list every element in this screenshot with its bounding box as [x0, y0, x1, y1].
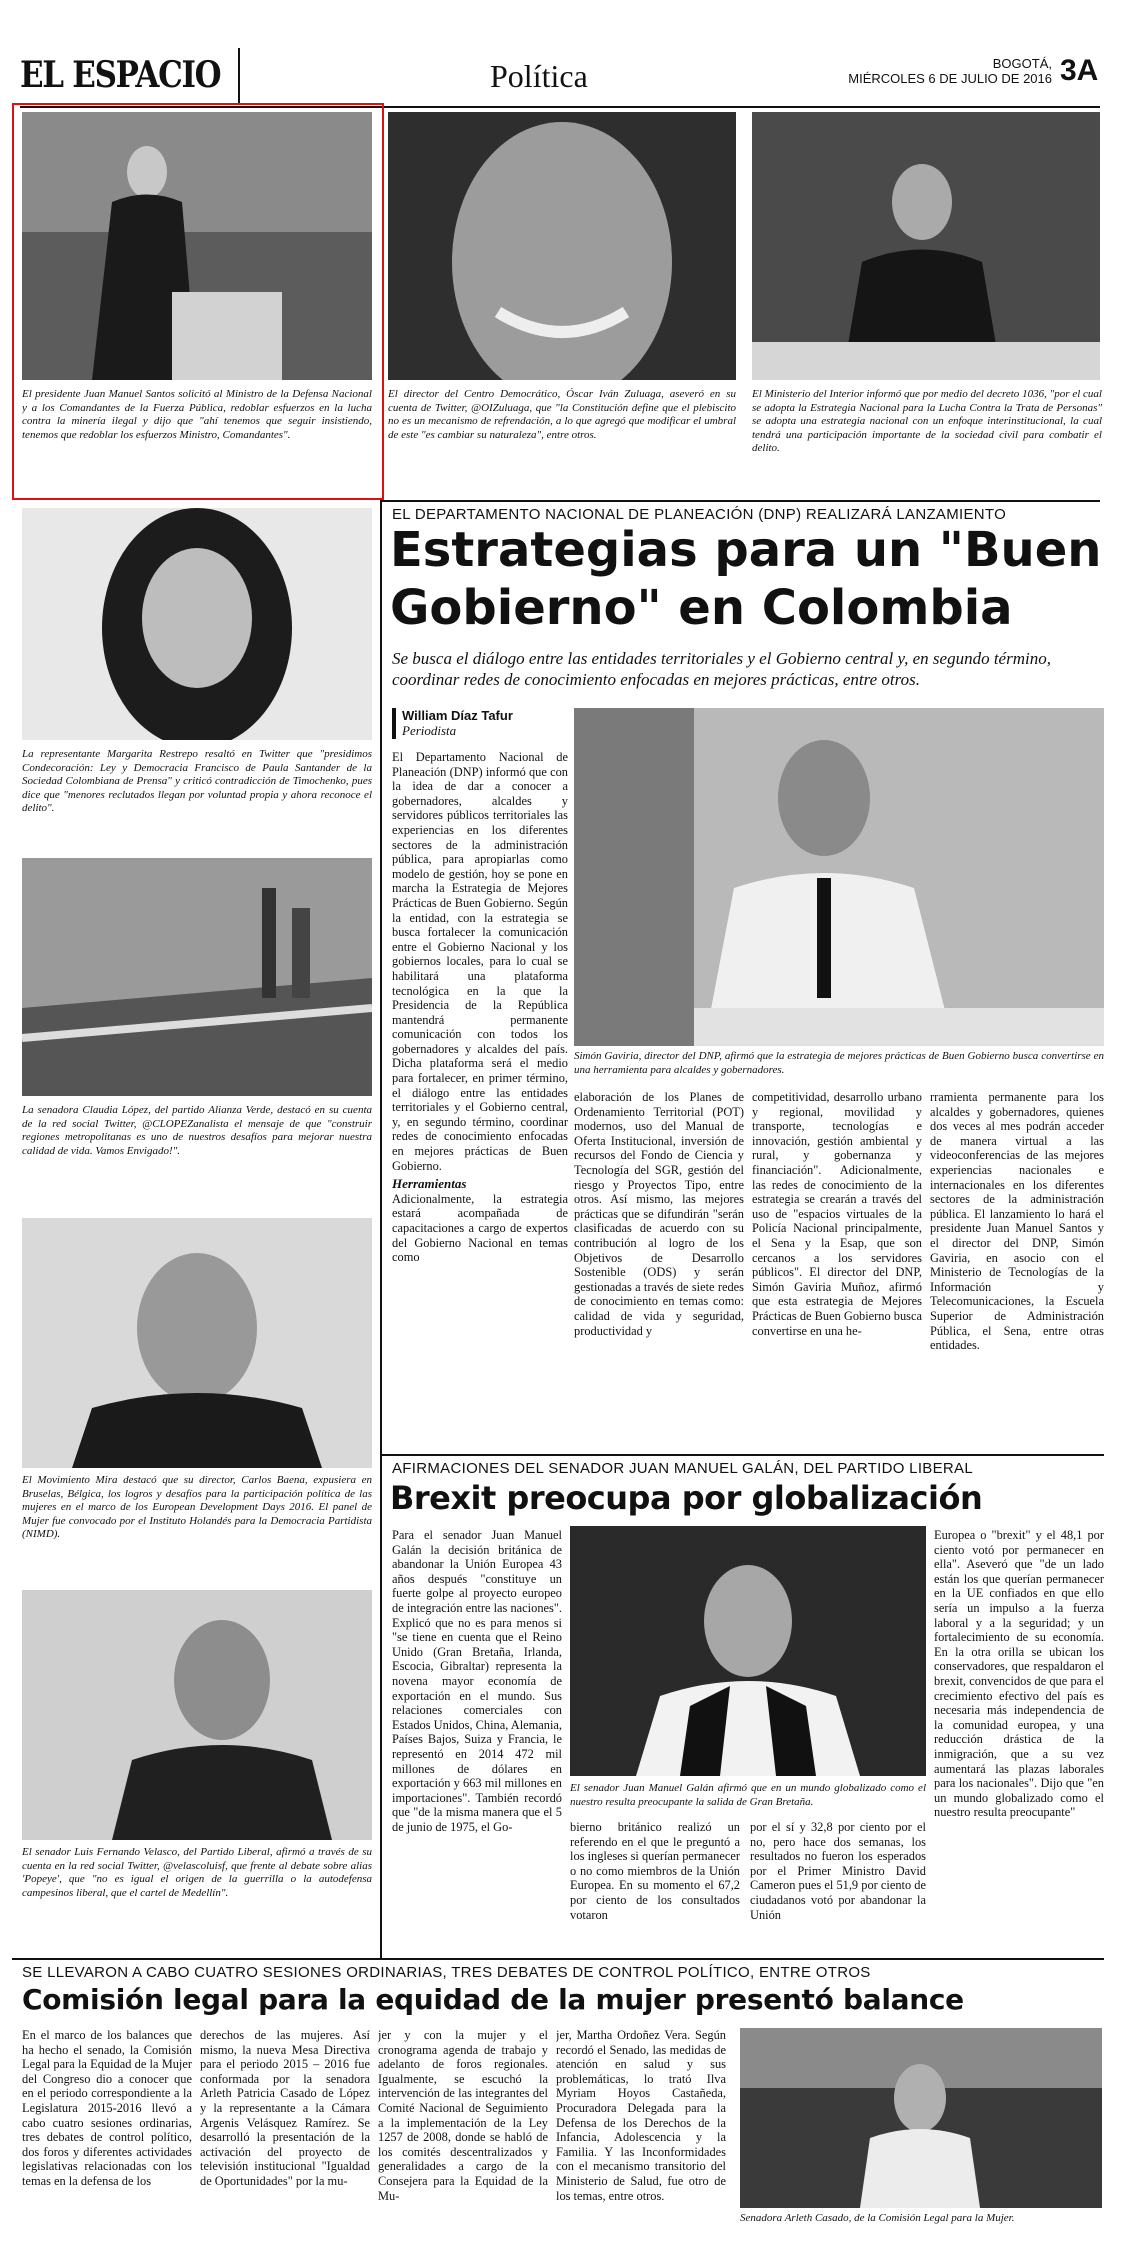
velasco-caption: El senador Luis Fernando Velasco, del Partido Liberal, afirmó a través de su cuenta en la red social Twitter, @velascoluisf, que frente al debate sobre alias 'Popeye', que "no es igual el origen de la guerrilla o la autodefensa campesinos liberal, que el cartel de Medellín". — [22, 1846, 372, 1899]
gaviria-photo — [574, 708, 1104, 1046]
article3-col3: jer y con la mujer y el cronograma agenda de trabajo y adelanto de foros regionales. Igualmente, se escuchó la intervención de las integrantes del Comité Nacional de Seguimiento a la implementación de la Ley 1257 de 2008, donde se habló de los comités descentralizados y generalidades a cargo de la Consejera para la Equidad de la Mu- — [378, 2028, 548, 2203]
page-number: 3A — [1060, 54, 1099, 87]
article1-col1-tail: Adicionalmente, la estrategia estará acompañada de capacitaciones a cargo de expertos del Gobierno Nacional en temas como — [392, 1191, 568, 1265]
byline-role: Periodista — [402, 723, 457, 738]
galan-photo — [570, 1526, 926, 1776]
article1-byline — [392, 708, 578, 739]
article1-deck: Se busca el diálogo entre las entidades territoriales y el Gobierno central y, en segundo término, coordinar redes de conocimiento enfocadas en mejores prácticas, entre otros. — [392, 649, 1051, 689]
zuluaga-photo — [388, 112, 736, 380]
santos-photo — [22, 112, 372, 380]
restrepo-photo-art — [22, 508, 372, 740]
city: BOGOTÁ, — [992, 56, 1052, 71]
article1-col4: rramienta permanente para los alcaldes y gobernadores, quienes dos veces al mes podrán acceder de manera virtual a las videoconferencias de las mejores experiencias nacionales e internacionales en los diferentes sectores de la administración pública. El lanzamiento lo hará el presidente Juan Manuel Santos y el director del DNP, Simón Gaviria, en asocio con el Ministerio de Tecnologías de la Información y Telecomunicaciones, la Escuela Superior de Administración Pública, el Sena, entre otras entidades. — [930, 1090, 1104, 1353]
article2-kicker: AFIRMACIONES DEL SENADOR JUAN MANUEL GALÁN, DEL PARTIDO LIBERAL — [392, 1460, 973, 1477]
santos-caption: El presidente Juan Manuel Santos solicitó al Ministro de la Defensa Nacional y a los Comandantes de la Fuerza Pública, redoblar esfuerzos en la lucha contra la minería ilegal y dijo que "ahí tenemos que seguir insistiendo, tenemos que redoblar los esfuerzos Ministro, Comandantes". — [22, 388, 372, 441]
restrepo-caption: La representante Margarita Restrepo resaltó en Twitter que "presidimos Condecoración: Ley y Democracia Francisco de Paula Santander de la Sociedad Colombiana de Prensa" y criticó contradicción de Timochenko, pues dice que "menores reclutados llegan por voluntad propia y ahora reconoce el delito". — [22, 748, 372, 814]
lopez-photo-art — [22, 858, 372, 1096]
article2-col4: Europea o "brexit" y el 48,1 por ciento votó por permanecer en ella". Aseveró que "de un lado están los que querían permanecer en la UE confiados en que ello sería un impulso a la fuerza laboral y a la seguridad; y un fortalecimiento de su economía. En la otra orilla se ubican los conservadores, que respaldaron el brexit, convencidos de que para el crecimiento efectivo del país es necesaria más independencia de la comunidad europea, y una reducción drástica de la inmigración, que a su vez aumentará las plazas laborales para los nacionales". Dijo que "en un mundo globalizado como el nuestro resulta preocupante" — [934, 1528, 1104, 1820]
article3-col1: En el marco de los balances que ha hecho el senado, la Comisión Legal para la Equidad de la Mujer del Congreso dio a conocer que en el periodo correspondiente a la Legislatura 2015-2016 llevó a cabo cuatro sesiones ordinarias, tres debates de control político, dos foros y diferentes actividades legislativas relacionadas con los temas en la defensa de los — [22, 2028, 192, 2188]
article1-col1-text: El Departamento Nacional de Planeación (DNP) informó que con la idea de dar a conocer a gobernadores, alcaldes y servidores públicos territoriales las experiencias en los diferentes sectores de la administración pública, para apropiarlas como modelo de gestión, hoy se pone en marcha la Estrategia de Mejores Prácticas de Buen Gobierno. Según la entidad, con la estrategia se busca fortalecer la comunicación entre el Gobierno Nacional y los gobiernos locales, para lo cual se habilitará una plataforma tecnológica en la que la Presidencia de la República mantendrá permanente comunicación con todos los gobernadores y alcaldes del país. Dicha plataforma será el medio para fortalecer, en primer término, el diálogo entre las entidades territoriales y el Gobierno central, y, en segundo término, coordinar redes de conocimiento enfocadas en mejores prácticas de Buen Gobierno. — [392, 750, 568, 1173]
masthead-divider — [238, 48, 240, 104]
section-title: Política — [490, 58, 588, 94]
gaviria-photo-art — [574, 708, 1104, 1046]
article1-headline-line1: Estrategias para un "Buen — [390, 522, 1102, 578]
article3-col2: derechos de las mujeres. Así mismo, la nueva Mesa Directiva para el periodo 2015 – 2016 fue conformada por la senadora Arleth Patricia Casado de López y la representante a la Cámara Argenis Velásquez Ramírez. Se desarrolló la presentación de la activación del proyecto de televisión institucional "Igualdad de Oportunidades" por la mu- — [200, 2028, 370, 2188]
ministerio-photo — [752, 112, 1100, 380]
article1-col3: competitividad, desarrollo urbano y regional, movilidad y transporte, tecnologías e innovación, gestión ambiental y rural, y gobernanza y financiación". Adicionalmente, las redes de conocimiento de la estrategia se crearán a través del uso de "espacios virtuales de la Policía Nacional principalmente, el Sena y la Esap, que son cercanos a los servidores públicos". El director del DNP, Simón Gaviria Muñoz, afirmó que esta estrategia de Mejores Prácticas de Buen Gobierno busca convertirse en una he- — [752, 1090, 922, 1338]
masthead — [20, 48, 1120, 108]
article1-col1 — [392, 750, 568, 1450]
santos-photo-art — [22, 112, 372, 380]
mira-photo — [22, 1218, 372, 1468]
velasco-photo-art — [22, 1590, 372, 1840]
article1-headline-line2: Gobierno" en Colombia — [390, 580, 1013, 636]
article2-bottom-rule — [12, 1958, 1104, 1960]
top-row-divider — [380, 500, 1100, 502]
lopez-caption: La senadora Claudia López, del partido Alianza Verde, destacó en su cuenta de la red social Twitter, @CLOPEZanalista el mensaje de que "construir regiones metropolitanas es uno de nuestros desafíos para mejorar nuestra calidad de vida. Vamos Envigado!". — [22, 1104, 372, 1157]
article3-col4: jer, Martha Ordoñez Vera. Según recordó el Senado, las medidas de atención en salud y sus problemáticas, lo trató Ilva Myriam Hoyos Castañeda, Procuradora Delegada para la Defensa de los Derechos de la Infancia, Adolescencia y la Familia. Y las Inconformidades con el mecanismo transitorio del Ministerio de Salud, fue otro de los temas, entre otros. — [556, 2028, 726, 2203]
article1-bottom-rule — [380, 1454, 1104, 1456]
casado-caption: Senadora Arleth Casado, de la Comisión Legal para la Mujer. — [740, 2212, 1015, 2224]
paper-name: EL ESPACIO — [20, 54, 221, 96]
dateline — [812, 56, 1052, 86]
article3-headline: Comisión legal para la equidad de la mujer presentó balance — [22, 1983, 964, 2016]
zuluaga-photo-art — [388, 112, 736, 380]
casado-photo-art — [740, 2028, 1102, 2208]
date: MIÉRCOLES 6 DE JULIO DE 2016 — [848, 71, 1052, 86]
article2-col1: Para el senador Juan Manuel Galán la decisión británica de abandonar la Unión Europea 43 años después "constituye un fuerte golpe al proyecto europeo de integración entre las naciones". Explicó que no es para menos si "se tiene en cuenta que el Reino Unido (Gran Bretaña, Irlanda, Escocia, Gibraltar) representa la novena mayor economía de exportación en el mundo. Sus relaciones comerciales con Estados Unidos, China, Alemania, Países Bajos, Suiza y Francia, le representó en 2014 472 mil millones de dólares en exportación y 663 mil millones en importaciones". También recordó que "de la misma manera que el 5 de junio de 1975, el Go- — [392, 1528, 562, 1834]
zuluaga-caption: El director del Centro Democrático, Óscar Iván Zuluaga, aseveró en su cuenta de Twitter, @OIZuluaga, que "la Constitución define que el plebiscito no es un mecanismo de refrendación, a lo que agregó que modificar el umbral de este "es cambiar su naturaleza", entre otros. — [388, 388, 736, 441]
mira-caption: El Movimiento Mira destacó que su director, Carlos Baena, expusiera en Bruselas, Bélgica, los logros y desafíos para la participación política de las mujeres en el marco de los European Development Days 2016. El panel de Mujer fue convocado por el Instituto Holandés para la Democracia Partidista (NIMD). — [22, 1474, 372, 1540]
article2-col2: bierno británico realizó un referendo en el que le preguntó a los ingleses si querían permanecer o no como miembros de la Unión Europea. En su momento el 67,2 por ciento de los consultados votaron — [570, 1820, 740, 1922]
sidebar-divider — [380, 500, 382, 1958]
lopez-photo — [22, 858, 372, 1096]
ministerio-photo-art — [752, 112, 1100, 380]
ministerio-caption: El Ministerio del Interior informó que por medio del decreto 1036, "por el cual se adopta la Estrategia Nacional para la Lucha Contra la Trata de Personas" se adopta una estrategia nacional con un enfoque interinstitucional, la cual tendrá una participación importante de la sociedad civil para combatir el delito. — [752, 388, 1102, 454]
article1-subhead: Herramientas — [392, 1176, 467, 1192]
casado-photo — [740, 2028, 1102, 2208]
velasco-photo — [22, 1590, 372, 1840]
galan-caption: El senador Juan Manuel Galán afirmó que en un mundo globalizado como el nuestro resulta preocupante la salida de Gran Bretaña. — [570, 1782, 926, 1808]
gaviria-caption: Simón Gaviria, director del DNP, afirmó que la estrategia de mejores prácticas de Buen Gobierno busca convertirse en una herramienta para alcaldes y gobernadores. — [574, 1050, 1104, 1076]
article3-kicker: SE LLEVARON A CABO CUATRO SESIONES ORDINARIAS, TRES DEBATES DE CONTROL POLÍTICO, ENTRE OTROS — [22, 1964, 871, 1981]
article1-col2: elaboración de los Planes de Ordenamiento Territorial (POT) modernos, uso del Manual de Oferta Institucional, inversión de recursos del Fondo de Ciencia y Tecnología del SGR, gestión del riesgo y Proyectos Tipo, entre otros. Así mismo, las mejores prácticas que se difundirán "serán clasificadas de acuerdo con su contribución al logro de los Objetivos de Desarrollo Sostenible (ODS) y serán gestionadas a través de siete redes de conocimiento en temas como: calidad de vida y seguridad, productividad y — [574, 1090, 744, 1338]
article1-kicker: EL DEPARTAMENTO NACIONAL DE PLANEACIÓN (DNP) REALIZARÁ LANZAMIENTO — [392, 506, 1007, 523]
article2-headline: Brexit preocupa por globalización — [390, 1479, 983, 1517]
byline-name: William Díaz Tafur — [402, 708, 513, 723]
galan-photo-art — [570, 1526, 926, 1776]
article2-col3: por el sí y 32,8 por ciento por el no, pero hace dos semanas, los resultados no fueron los esperados por el Primer Ministro David Cameron pues el 51,9 por ciento de ciudadanos votó por abandonar la Unión — [750, 1820, 926, 1922]
restrepo-photo — [22, 508, 372, 740]
mira-photo-art — [22, 1218, 372, 1468]
